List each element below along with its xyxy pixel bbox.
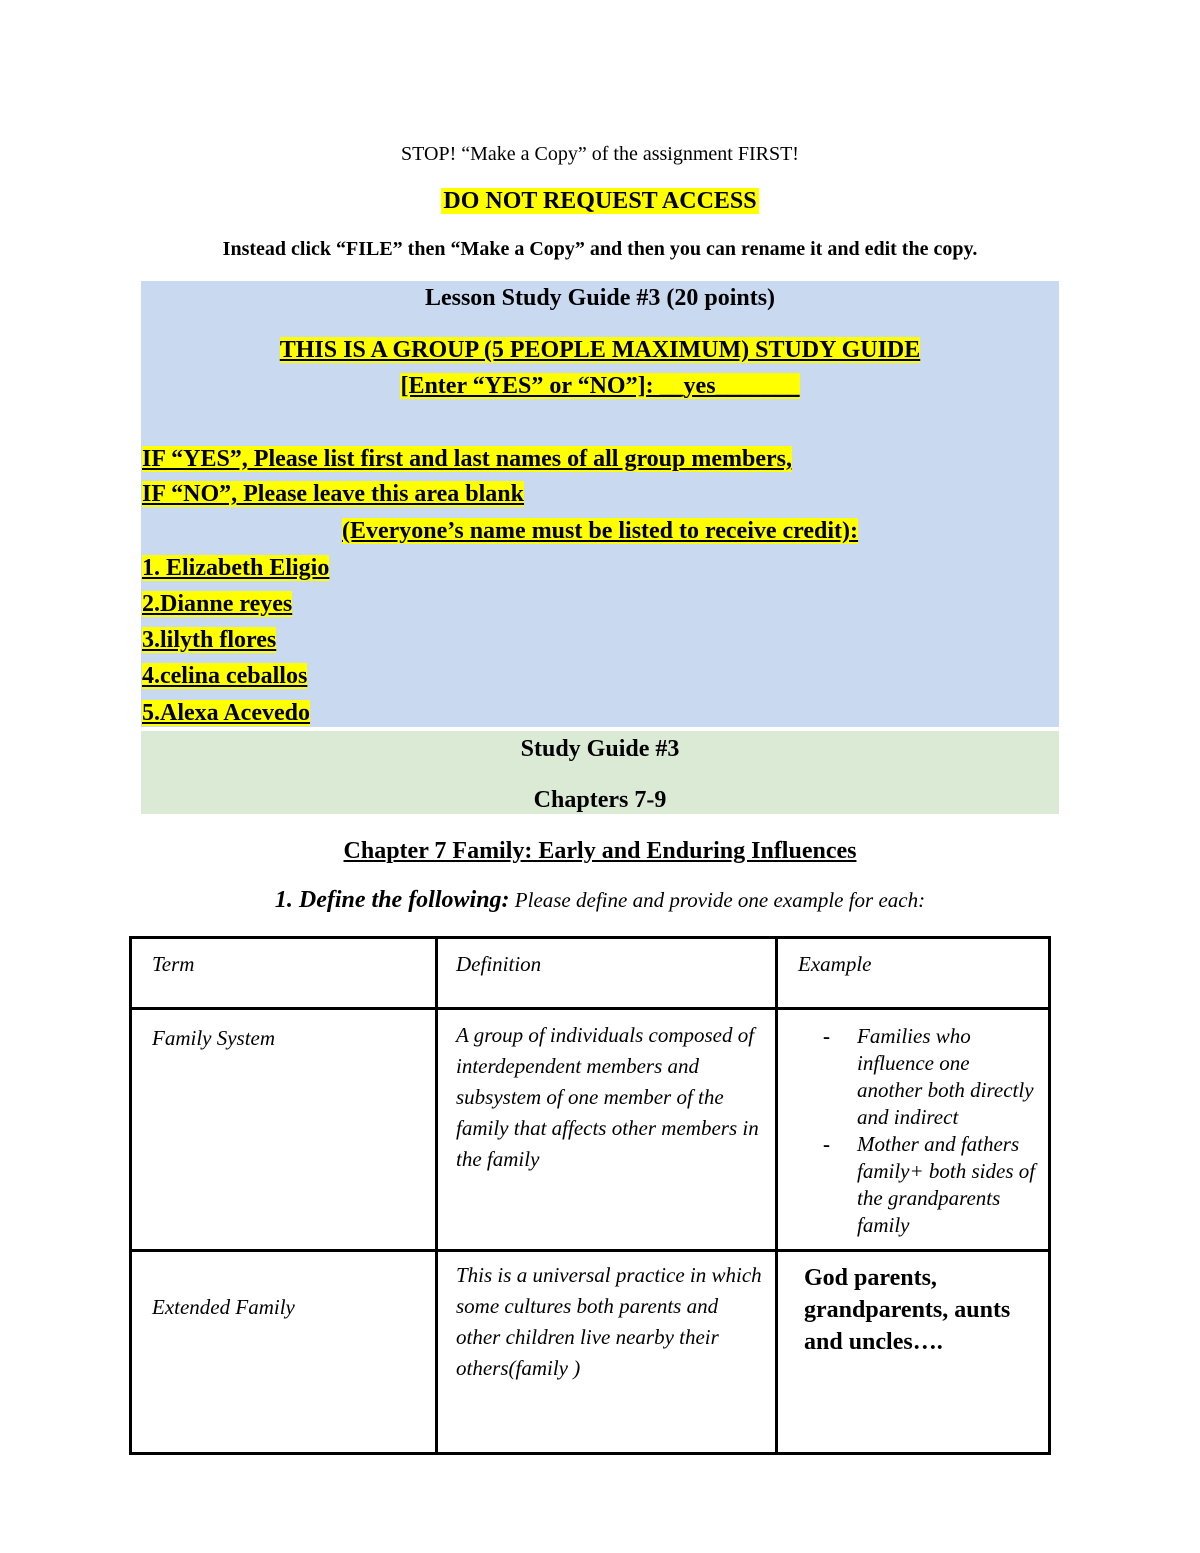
table-header-row <box>131 938 1050 1009</box>
credit-note-text: (Everyone’s name must be listed to receive credit): <box>341 518 859 544</box>
if-yes-text: IF “YES”, Please list first and last names of all group members, <box>142 446 792 472</box>
yes-no-entry[interactable] <box>0 373 1200 400</box>
lesson-title: Lesson Study Guide #3 (20 points) <box>424 285 776 311</box>
copy-instructions: Instead click “FILE” then “Make a Copy” and then you can rename it and edit the copy. <box>222 238 978 260</box>
group-member <box>142 700 310 727</box>
member-name: 1. Elizabeth Eligio <box>142 555 330 581</box>
group-line-text: THIS IS A GROUP (5 PEOPLE MAXIMUM) STUDY GUIDE <box>279 337 921 363</box>
study-guide-title: Study Guide #3 <box>520 736 680 762</box>
definitions-table <box>129 936 1051 1455</box>
member-name: 5.Alexa Acevedo <box>142 700 310 726</box>
question-instructions: Please define and provide one example for each: <box>509 888 926 912</box>
example-item: - Families who influence one another both directly and indirect <box>798 1023 1040 1131</box>
header-definition: Definition <box>437 938 777 1009</box>
question-lead: 1. Define the following: <box>274 887 510 913</box>
example-text: God parents, grandparents, aunts and uncles…. <box>804 1265 1011 1355</box>
member-name: 3.lilyth flores <box>142 627 277 653</box>
make-copy-notice: STOP! “Make a Copy” of the assignment FIRST! <box>401 143 799 165</box>
example-cell[interactable] <box>777 1009 1050 1251</box>
question-prompt <box>0 887 1200 914</box>
member-name: 2.Dianne reyes <box>142 591 293 617</box>
term-cell[interactable]: Family System <box>131 1009 437 1251</box>
if-yes-instruction <box>142 446 792 473</box>
term-cell[interactable]: Extended Family <box>131 1251 437 1454</box>
chapters-range: Chapters 7-9 <box>533 787 667 813</box>
table-row <box>131 1251 1050 1454</box>
if-no-text: IF “NO”, Please leave this area blank <box>142 481 524 507</box>
example-list <box>798 1023 1040 1239</box>
definition-cell[interactable]: A group of individuals composed of interdependent members and subsystem of one member of the family that affects other members in the family <box>437 1009 777 1251</box>
header-example: Example <box>777 938 1050 1009</box>
no-access-notice <box>0 188 1200 215</box>
no-access-text: DO NOT REQUEST ACCESS <box>443 188 757 214</box>
header-term: Term <box>131 938 437 1009</box>
if-no-instruction <box>142 481 524 508</box>
example-item: - Mother and fathers family+ both sides of the grandparents family <box>798 1131 1040 1239</box>
group-member <box>142 627 276 654</box>
member-name: 4.celina ceballos <box>142 663 308 689</box>
group-member <box>142 591 292 618</box>
chapter-heading: Chapter 7 Family: Early and Enduring Influences <box>343 838 857 864</box>
yes-no-entry-text: [Enter “YES” or “NO”]: __yes_______ <box>400 373 800 399</box>
credit-note <box>0 518 1200 545</box>
group-line <box>0 337 1200 364</box>
definition-cell[interactable]: This is a universal practice in which some cultures both parents and other children live nearby their others(family ) <box>437 1251 777 1454</box>
example-cell[interactable] <box>777 1251 1050 1454</box>
table-row <box>131 1009 1050 1251</box>
group-member <box>142 555 329 582</box>
group-member <box>142 663 307 690</box>
